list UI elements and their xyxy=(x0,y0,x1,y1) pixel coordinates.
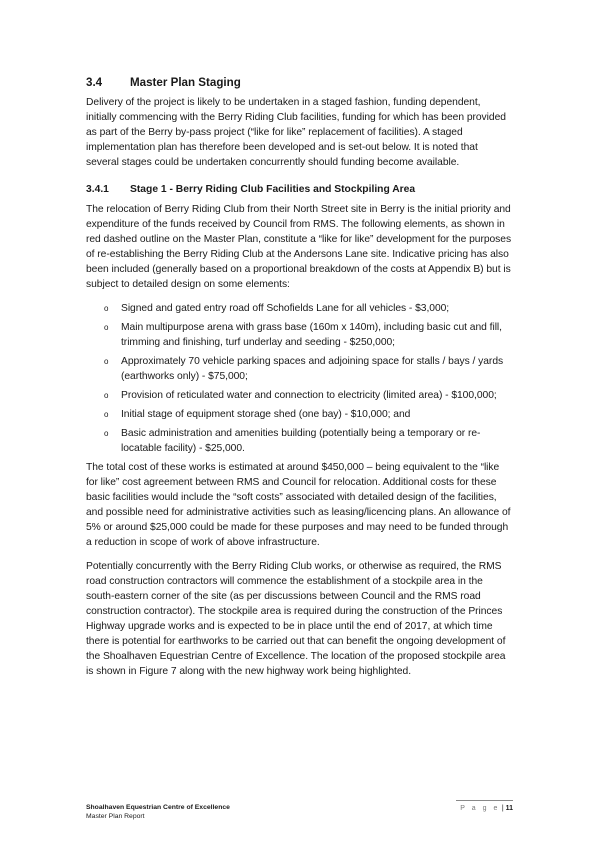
list-item-text: Basic administration and amenities building (potentially being a temporary or re-locatable facility) - $25,000. xyxy=(121,428,481,454)
list-item xyxy=(86,407,513,422)
list-item xyxy=(86,354,513,384)
bullet-marker: o xyxy=(104,429,109,438)
list-item-text: Initial stage of equipment storage shed (one bay) - $10,000; and xyxy=(121,409,411,420)
list-item-text: Approximately 70 vehicle parking spaces and adjoining space for stalls / bays / yards (earthworks only) - $75,000; xyxy=(121,356,504,382)
page-separator: | xyxy=(501,805,504,812)
subsection-heading xyxy=(86,184,513,195)
list-item-text: Signed and gated entry road off Schofields Lane for all vehicles - $3,000; xyxy=(121,303,450,314)
list-item xyxy=(86,320,513,350)
list-item-text: Main multipurpose arena with grass base (160m x 140m), including basic cut and fill, trimming and finishing, turf underlay and seeding - $250,000; xyxy=(121,322,502,348)
bullet-marker: o xyxy=(104,410,109,419)
bullet-marker: o xyxy=(104,304,109,313)
total-cost-paragraph: The total cost of these works is estimated at around $450,000 – being equivalent to the “like for like” cost agreement between RMS and Council for relocation. Additional costs for these basic facilities would include the “soft costs” associated with detailed design of the facilities, and possible need for administrative activities such as leasing/licencing plans. An allowance of 5% or around $25,000 could be made for these purposes and may need to be funded through a reduction in scope of work of above infrastructure. xyxy=(86,462,511,548)
list-item xyxy=(86,426,513,456)
footer-organisation: Shoalhaven Equestrian Centre of Excellence xyxy=(86,804,230,811)
stage1-intro-paragraph: The relocation of Berry Riding Club from their North Street site in Berry is the initial priority and expenditure of the funds received by Council from RMS. The following elements, as shown in red dashed outline on the Master Plan, constitute a “like for like” development for the purposes of re-establishing the Berry Riding Club at the Andersons Lane site. Indicative pricing has also been included (generally based on a proportional breakdown of the costs at Appendix B) but is subject to detailed design on some elements: xyxy=(86,204,512,290)
page-number-block xyxy=(460,804,513,813)
page-footer xyxy=(86,803,513,821)
footer-document-title: Master Plan Report xyxy=(86,813,145,820)
stage1-elements-list xyxy=(86,301,513,456)
page-number: 11 xyxy=(505,805,513,812)
section-title: Master Plan Staging xyxy=(130,76,241,89)
bullet-marker: o xyxy=(104,357,109,366)
footer-divider xyxy=(456,800,513,801)
subsection-title: Stage 1 - Berry Riding Club Facilities and Stockpiling Area xyxy=(130,184,416,195)
section-intro-paragraph: Delivery of the project is likely to be undertaken in a staged fashion, funding dependent, initially commencing with the Berry Riding Club facilities, funding for which has been provided as part of the Berry by-pass project (“like for like” replacement of facilities). A staged implementation plan has therefore been developed and is set-out below. It is noted that several stages could be undertaken concurrently should funding become available. xyxy=(86,97,506,168)
list-item xyxy=(86,301,513,316)
list-item xyxy=(86,388,513,403)
bullet-marker: o xyxy=(104,323,109,332)
bullet-marker: o xyxy=(104,391,109,400)
list-item-text: Provision of reticulated water and connection to electricity (limited area) - $100,000; xyxy=(121,390,497,401)
section-number: 3.4 xyxy=(86,76,103,89)
stockpile-paragraph: Potentially concurrently with the Berry Riding Club works, or otherwise as required, the RMS road construction contractors will commence the establishment of a stockpile area in the south-eastern corner of the site (as per discussions between Council and the RMS road construction contractor). The stockpile area is required during the construction of the Princes Highway upgrade works and is expected to be in place until the end of 2017, at which time there is potential for earthworks to be carried out that can benefit the ongoing development of the Shoalhaven Equestrian Centre of Excellence. The location of the proposed stockpile area is shown in Figure 7 along with the new highway work being highlighted. xyxy=(86,561,506,677)
section-heading xyxy=(86,76,513,89)
subsection-number: 3.4.1 xyxy=(86,184,109,195)
page-label: P a g e xyxy=(460,805,500,812)
